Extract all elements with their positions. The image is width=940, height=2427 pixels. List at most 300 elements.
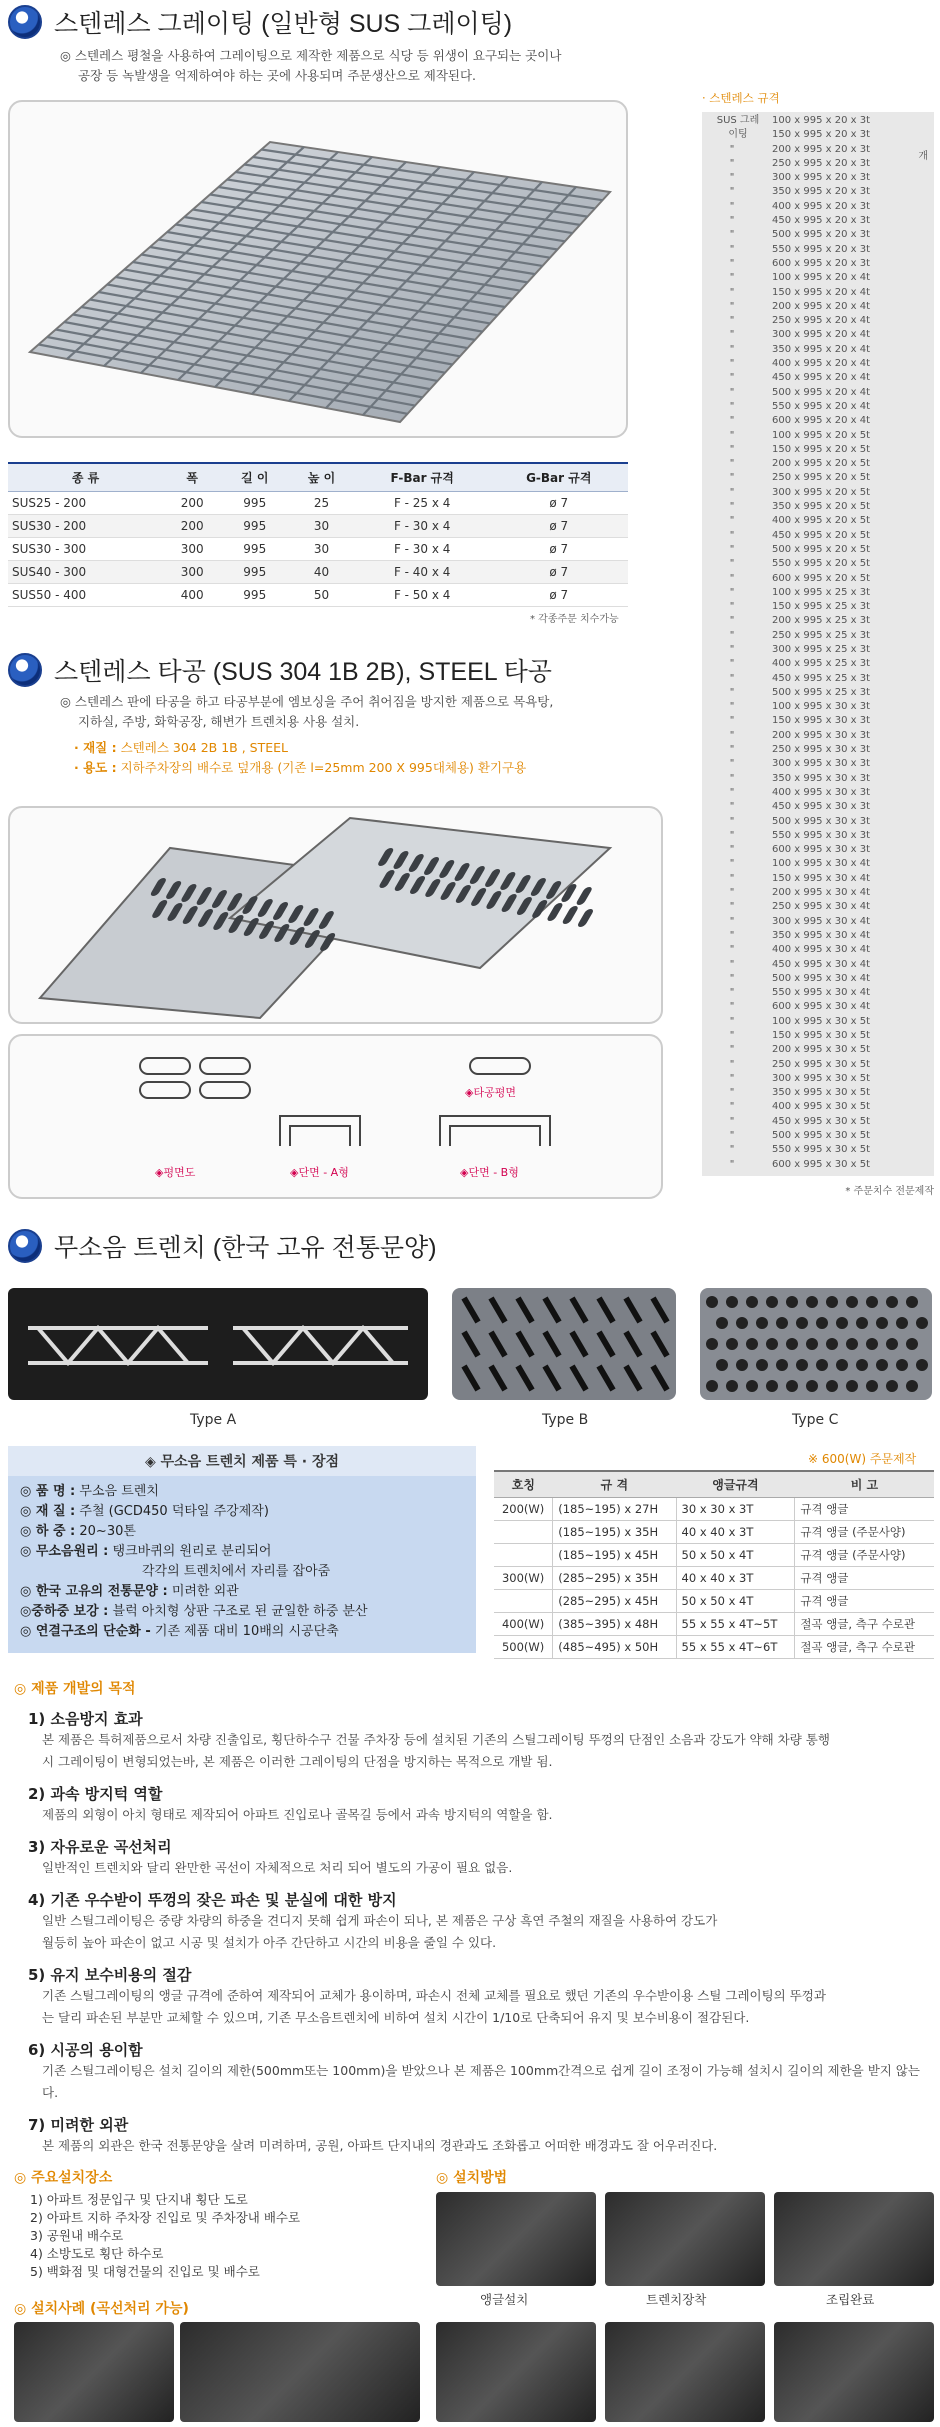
size-value: 550 x 995 x 30 x 5t — [772, 1144, 871, 1156]
table-cell: (285~295) x 45H — [553, 1590, 676, 1613]
purpose-text: 기존 스틸그레이팅의 앵글 규격에 준하여 제작되어 교체가 용이하며, 파손시 전체 교체를 필요로 했던 기존의 우수받이용 스틸 그레이팅의 뚜껑과 — [42, 1988, 826, 2003]
ditto-mark: " — [729, 172, 735, 184]
table-cell: 30 — [288, 538, 355, 561]
size-value: 450 x 995 x 30 x 4t — [772, 958, 871, 970]
method-caption-3: 조립완료 — [826, 2292, 875, 2307]
blue-bullet-icon — [8, 5, 42, 39]
purpose-heading: 7) 미려한 외관 — [28, 2116, 129, 2134]
size-value: 100 x 995 x 25 x 3t — [772, 586, 871, 598]
size-value: 300 x 995 x 20 x 5t — [772, 486, 871, 498]
size-value: 300 x 995 x 30 x 5t — [772, 1072, 871, 1084]
list-item — [702, 872, 934, 886]
method-photo-6 — [774, 2322, 934, 2422]
table-cell: ø 7 — [490, 584, 628, 607]
size-value: 600 x 995 x 30 x 3t — [772, 844, 871, 856]
table-cell: ø 7 — [490, 561, 628, 584]
table-cell: F - 40 x 4 — [355, 561, 490, 584]
ditto-mark: " — [729, 829, 735, 841]
table-cell: SUS50 - 400 — [8, 584, 163, 607]
ditto-mark: " — [729, 429, 735, 441]
list-item — [702, 972, 934, 986]
ditto-mark: " — [729, 1058, 735, 1070]
list-item — [702, 714, 934, 728]
ditto-mark: " — [729, 443, 735, 455]
ditto-mark: " — [729, 472, 735, 484]
size-value: 100 x 995 x 20 x 3t — [772, 115, 871, 126]
ditto-mark: " — [729, 643, 735, 655]
ditto-mark: " — [729, 501, 735, 513]
size-value: 450 x 995 x 30 x 5t — [772, 1115, 871, 1127]
list-item — [702, 157, 934, 171]
list-item — [702, 414, 934, 428]
size-value: 600 x 995 x 20 x 4t — [772, 415, 871, 427]
trench-spec-table — [494, 1470, 934, 1659]
ditto-mark: " — [729, 1115, 735, 1127]
table-cell: ø 7 — [490, 492, 628, 515]
list-item — [702, 915, 934, 929]
size-value: 300 x 995 x 20 x 3t — [772, 172, 871, 184]
ditto-mark: " — [729, 186, 735, 198]
size-value: 250 x 995 x 20 x 5t — [772, 472, 871, 484]
table-cell: 400(W) — [494, 1613, 553, 1636]
table-row — [8, 538, 628, 561]
size-value: 400 x 995 x 20 x 5t — [772, 515, 871, 527]
size-value: 550 x 995 x 20 x 5t — [772, 558, 871, 570]
feature-label: ◎ 무소음원리 : — [20, 1544, 109, 1559]
size-value: 600 x 995 x 30 x 4t — [772, 1001, 871, 1013]
list-item — [702, 185, 934, 199]
table-cell: 25 — [288, 492, 355, 515]
ditto-mark: " — [729, 343, 735, 355]
list-item — [702, 400, 934, 414]
feature-value: 주철 (GCD450 덕타일 주강제작) — [79, 1504, 269, 1519]
ditto-mark: " — [729, 1015, 735, 1027]
table-cell: 200(W) — [494, 1498, 553, 1521]
size-value: 100 x 995 x 30 x 4t — [772, 858, 871, 870]
method-photo-4 — [436, 2322, 596, 2422]
purpose-heading: 6) 시공의 용이함 — [28, 2041, 143, 2059]
size-value: 300 x 995 x 25 x 3t — [772, 643, 871, 655]
example-title: ◎ 설치사례 (곡선처리 가능) — [14, 2301, 189, 2317]
ditto-mark: " — [729, 858, 735, 870]
table-cell: ø 7 — [490, 515, 628, 538]
feature-label: ◎ 재 질 : — [20, 1504, 76, 1519]
size-value: 500 x 995 x 25 x 3t — [772, 686, 871, 698]
size-value: 200 x 995 x 20 x 3t — [772, 143, 871, 155]
size-value: 400 x 995 x 30 x 5t — [772, 1101, 871, 1113]
list-item — [702, 1015, 934, 1029]
purpose-heading: 1) 소음방지 효과 — [28, 1710, 143, 1728]
feature-item — [20, 1562, 464, 1582]
list-item — [702, 843, 934, 857]
method-photo-5 — [605, 2322, 765, 2422]
table-cell: 55 x 55 x 4T~6T — [676, 1636, 795, 1659]
table-cell: 995 — [221, 561, 288, 584]
feature-value: 미려한 외관 — [171, 1584, 239, 1599]
section2-desc — [60, 692, 553, 778]
feature-item — [20, 1582, 464, 1602]
ditto-mark: " — [729, 1072, 735, 1084]
spec-header: 폭 — [163, 463, 221, 492]
size-value: 450 x 995 x 20 x 4t — [772, 372, 871, 384]
table-cell: (485~495) x 50H — [553, 1636, 676, 1659]
size-value: 200 x 995 x 20 x 4t — [772, 300, 871, 312]
table-cell: 30 x 30 x 3T — [676, 1498, 795, 1521]
type-c-photo — [700, 1288, 932, 1400]
size-value: 450 x 995 x 20 x 3t — [772, 215, 871, 227]
purpose-text: 시 그레이팅이 변형되었는바, 본 제품은 이러한 그레이팅의 단점을 방지하는 목적으로 개발 됨. — [42, 1754, 553, 1769]
feature-item — [20, 1602, 464, 1622]
list-item — [702, 357, 934, 371]
spec-header: 호칭 — [494, 1471, 553, 1498]
size-value: 350 x 995 x 20 x 3t — [772, 186, 871, 198]
ditto-mark: " — [729, 615, 735, 627]
table-cell: 300 — [163, 561, 221, 584]
type-a-label: Type A — [190, 1412, 237, 1428]
table-cell: 55 x 55 x 4T~5T — [676, 1613, 795, 1636]
ditto-mark: " — [729, 543, 735, 555]
ditto-mark: " — [729, 1130, 735, 1142]
list-item — [702, 371, 934, 385]
table-cell: (385~395) x 48H — [553, 1613, 676, 1636]
table-cell: 규격 앵글 — [795, 1498, 934, 1521]
spec-header: F-Bar 규격 — [355, 463, 490, 492]
list-item — [702, 257, 934, 271]
type-a-photo — [8, 1288, 428, 1400]
size-value: 350 x 995 x 30 x 5t — [772, 1087, 871, 1099]
size-value: 550 x 995 x 20 x 3t — [772, 243, 871, 255]
list-item: 4) 소방도로 횡단 하수로 — [30, 2246, 164, 2261]
size-value: 300 x 995 x 20 x 4t — [772, 329, 871, 341]
size-value: 350 x 995 x 30 x 4t — [772, 929, 871, 941]
list-item — [702, 314, 934, 328]
side-spec-unit: 개 — [918, 151, 928, 162]
ditto-mark: " — [729, 300, 735, 312]
size-value: 150 x 995 x 30 x 4t — [772, 872, 871, 884]
table-cell: SUS30 - 300 — [8, 538, 163, 561]
table-cell: (185~195) x 45H — [553, 1544, 676, 1567]
list-item — [702, 900, 934, 914]
purpose-heading: 5) 유지 보수비용의 절감 — [28, 1966, 192, 1984]
table-row — [494, 1521, 934, 1544]
list-item — [702, 1029, 934, 1043]
ditto-mark: " — [729, 200, 735, 212]
section1-title — [8, 4, 512, 40]
caption-section-b: ◈단면 - B형 — [460, 1166, 519, 1179]
caption-top-plan: ◈타공평면 — [465, 1086, 516, 1099]
feature-label: ◎중하중 보강 : — [20, 1604, 109, 1619]
size-value: 300 x 995 x 30 x 3t — [772, 758, 871, 770]
list-item — [702, 1100, 934, 1114]
features-box — [8, 1446, 476, 1653]
list-item — [702, 1000, 934, 1014]
list-item — [702, 386, 934, 400]
table-row — [494, 1498, 934, 1521]
feature-value: 무소음 트렌치 — [79, 1484, 159, 1499]
size-value: 450 x 995 x 25 x 3t — [772, 672, 871, 684]
ditto-mark: " — [729, 929, 735, 941]
purpose-text: 월등히 높아 파손이 없고 시공 및 설치가 아주 간단하고 시간의 비용을 줄일 수 있다. — [42, 1935, 497, 1950]
size-value: 400 x 995 x 20 x 3t — [772, 200, 871, 212]
list-item — [702, 629, 934, 643]
purpose-text: 일반 스틸그레이팅은 중량 차량의 하중을 견디지 못해 쉽게 파손이 되나, 본 제품은 구상 흑연 주철의 재질을 사용하여 강도가 — [42, 1913, 718, 1928]
size-value: 250 x 995 x 25 x 3t — [772, 629, 871, 641]
list-item — [702, 1158, 934, 1172]
use-line — [60, 758, 553, 778]
table-cell: 300(W) — [494, 1567, 553, 1590]
table-cell: 995 — [221, 538, 288, 561]
ditto-mark: " — [729, 572, 735, 584]
ditto-mark: " — [729, 729, 735, 741]
size-value: 500 x 995 x 30 x 4t — [772, 972, 871, 984]
table-cell: 절곡 앵글, 측구 수로관 — [795, 1636, 934, 1659]
table-cell — [494, 1590, 553, 1613]
table-cell: SUS25 - 200 — [8, 492, 163, 515]
grating-photo — [8, 100, 628, 438]
table-cell: (185~195) x 27H — [553, 1498, 676, 1521]
purpose-title: ◎ 제품 개발의 목적 — [14, 1681, 136, 1697]
table-row — [8, 584, 628, 607]
size-value: 250 x 995 x 20 x 3t — [772, 157, 871, 169]
list-item: 5) 백화점 및 대형건물의 진입로 및 배수로 — [30, 2264, 260, 2279]
spec-header: 규 격 — [553, 1471, 676, 1498]
table3-note: ※ 600(W) 주문제작 — [808, 1452, 917, 1466]
ditto-mark: " — [729, 715, 735, 727]
list-item — [702, 829, 934, 843]
feature-label: ◎ 연결구조의 단순화 - — [20, 1624, 151, 1639]
list-item — [702, 772, 934, 786]
table-row — [494, 1613, 934, 1636]
side-spec-list — [702, 112, 934, 1176]
method-photo-1 — [436, 2192, 596, 2286]
feature-value: 각각의 트렌치에서 자리를 잡아줌 — [142, 1564, 331, 1579]
size-value: 100 x 995 x 20 x 5t — [772, 429, 871, 441]
material-value: 스텐레스 304 2B 1B , STEEL — [120, 740, 288, 755]
list-item — [702, 429, 934, 443]
places-title: ◎ 주요설치장소 — [14, 2170, 113, 2186]
spec-header: G-Bar 규격 — [490, 463, 628, 492]
ditto-mark: " — [729, 686, 735, 698]
list-item — [702, 443, 934, 457]
list-item — [702, 200, 934, 214]
list-item — [702, 800, 934, 814]
ditto-mark: " — [729, 987, 735, 999]
table-cell: (185~195) x 35H — [553, 1521, 676, 1544]
table-cell: 40 — [288, 561, 355, 584]
table-cell: F - 50 x 4 — [355, 584, 490, 607]
size-value: 550 x 995 x 30 x 4t — [772, 987, 871, 999]
section1-desc-line2: 공장 등 녹발생을 억제하여야 하는 곳에 사용되며 주문생산으로 제작된다. — [78, 68, 477, 83]
ditto-mark: " — [729, 257, 735, 269]
purpose-heading: 4) 기존 우수받이 뚜껑의 잦은 파손 및 분실에 대한 방지 — [28, 1891, 397, 1909]
ditto-mark: " — [729, 415, 735, 427]
ditto-mark: " — [729, 629, 735, 641]
ditto-mark: " — [729, 1144, 735, 1156]
method-photo-2 — [605, 2192, 765, 2286]
purpose-text: 기존 스틸그레이팅은 설치 길이의 제한(500mm또는 100mm)을 받았으나 본 제품은 100mm간격으로 쉽게 길이 조정이 가능해 설치시 길이의 제한을 받지 않는다. — [42, 2063, 920, 2100]
size-value: 100 x 995 x 30 x 5t — [772, 1015, 871, 1027]
size-value: 150 x 995 x 25 x 3t — [772, 601, 871, 613]
table-cell: (285~295) x 35H — [553, 1567, 676, 1590]
table-cell: 400 — [163, 584, 221, 607]
list-item — [702, 486, 934, 500]
list-item — [702, 543, 934, 557]
ditto-mark: " — [729, 243, 735, 255]
ditto-mark: " — [729, 358, 735, 370]
table-row — [494, 1567, 934, 1590]
size-value: 500 x 995 x 20 x 4t — [772, 386, 871, 398]
method-caption-2: 트렌치장착 — [646, 2292, 707, 2307]
feature-value: 탱크바퀴의 원리로 분리되어 — [112, 1544, 272, 1559]
list-item — [702, 757, 934, 771]
ditto-mark: " — [729, 272, 735, 284]
ditto-mark: " — [729, 915, 735, 927]
list-item — [702, 557, 934, 571]
feature-item — [20, 1482, 464, 1502]
table-cell: 규격 앵글 — [795, 1567, 934, 1590]
table-cell: 300 — [163, 538, 221, 561]
ditto-mark: " — [729, 586, 735, 598]
list-item — [702, 243, 934, 257]
feature-label: ◎ 한국 고유의 전통문양 : — [20, 1584, 168, 1599]
ditto-mark: " — [729, 672, 735, 684]
perforated-drawing — [8, 1034, 663, 1199]
spec-header: 앵글규격 — [676, 1471, 795, 1498]
ditto-mark: " — [729, 315, 735, 327]
table-cell: 200 — [163, 492, 221, 515]
table-cell: 규격 앵글 (주문사양) — [795, 1544, 934, 1567]
spec-header: 길 이 — [221, 463, 288, 492]
example-photo-1 — [14, 2322, 174, 2422]
method-title: ◎ 설치방법 — [436, 2170, 508, 2186]
size-value: 550 x 995 x 20 x 4t — [772, 400, 871, 412]
purpose-text: 제품의 외형이 아치 형태로 제작되어 아파트 진입로나 골목길 등에서 과속 방지턱의 역할을 함. — [42, 1807, 553, 1822]
size-value: 500 x 995 x 20 x 3t — [772, 229, 871, 241]
list-item — [702, 786, 934, 800]
ditto-mark: " — [729, 486, 735, 498]
ditto-mark: " — [729, 872, 735, 884]
size-value: 600 x 995 x 20 x 5t — [772, 572, 871, 584]
purpose-heading: 3) 자유로운 곡선처리 — [28, 1838, 172, 1856]
type-c-graphic — [700, 1288, 932, 1400]
size-value: 400 x 995 x 25 x 3t — [772, 658, 871, 670]
table-cell: 규격 앵글 (주문사양) — [795, 1521, 934, 1544]
type-b-label: Type B — [542, 1412, 589, 1428]
table-row — [494, 1636, 934, 1659]
side-spec-label: SUS 그레이팅 — [716, 115, 760, 140]
list-item — [702, 1086, 934, 1100]
list-item — [702, 343, 934, 357]
section2-desc-line2: 지하실, 주방, 화학공장, 해변가 트렌치용 사용 설치. — [78, 714, 360, 729]
section1-note: * 각종주문 치수가능 — [530, 614, 619, 625]
table-cell: 50 x 50 x 4T — [676, 1590, 795, 1613]
list-item — [702, 958, 934, 972]
ditto-mark: " — [729, 786, 735, 798]
type-b-graphic — [452, 1288, 676, 1400]
ditto-mark: " — [729, 801, 735, 813]
list-item: 3) 공원내 배수로 — [30, 2228, 124, 2243]
size-value: 150 x 995 x 20 x 3t — [772, 129, 871, 141]
side-spec-note: * 주문치수 전문제작 — [845, 1185, 934, 1197]
type-a-graphic — [8, 1288, 428, 1400]
use-label: · 용도 : — [74, 760, 117, 775]
size-value: 400 x 995 x 30 x 3t — [772, 786, 871, 798]
purpose-text: 본 제품은 특허제품으로서 차량 진출입로, 횡단하수구 건물 주차장 등에 설치된 기존의 스틸그레이팅 뚜껑의 단점인 소음과 강도가 약해 차량 통행 — [42, 1732, 830, 1747]
size-value: 400 x 995 x 30 x 4t — [772, 944, 871, 956]
list-item: 1) 아파트 정문입구 및 단지내 횡단 도로 — [30, 2192, 248, 2207]
list-item — [702, 729, 934, 743]
feature-item — [20, 1622, 464, 1642]
table-row — [8, 515, 628, 538]
ditto-mark: " — [729, 758, 735, 770]
section3-title — [8, 1228, 437, 1264]
ditto-mark: " — [729, 229, 735, 241]
ditto-mark: " — [729, 1101, 735, 1113]
table-row — [8, 561, 628, 584]
table-cell: 50 — [288, 584, 355, 607]
ditto-mark: " — [729, 529, 735, 541]
feature-item — [20, 1542, 464, 1562]
list-item: 2) 아파트 지하 주차장 진입로 및 주차장내 배수로 — [30, 2210, 301, 2225]
section2-desc-line1: ◎ 스텐레스 판에 타공을 하고 타공부분에 엠보싱을 주어 취어짐을 방지한 제품으로 목욕탕, — [60, 694, 554, 709]
list-item — [702, 586, 934, 600]
list-item — [702, 514, 934, 528]
purpose-heading: 2) 과속 방지턱 역할 — [28, 1785, 163, 1803]
list-item — [702, 1058, 934, 1072]
ditto-mark: " — [729, 143, 735, 155]
ditto-mark: " — [729, 815, 735, 827]
list-item — [702, 1129, 934, 1143]
size-value: 250 x 995 x 20 x 4t — [772, 315, 871, 327]
size-value: 200 x 995 x 30 x 3t — [772, 729, 871, 741]
ditto-mark: " — [729, 972, 735, 984]
list-item — [702, 457, 934, 471]
list-item — [702, 886, 934, 900]
section1-desc — [60, 46, 561, 86]
ditto-mark: " — [729, 772, 735, 784]
blue-bullet-icon — [8, 653, 42, 687]
ditto-mark: " — [729, 1030, 735, 1041]
list-item — [702, 743, 934, 757]
list-item — [702, 271, 934, 285]
table-cell — [494, 1521, 553, 1544]
size-value: 350 x 995 x 30 x 3t — [772, 772, 871, 784]
table-row — [8, 492, 628, 515]
side-spec-title: · 스텐레스 규격 — [702, 91, 780, 105]
size-value: 250 x 995 x 30 x 3t — [772, 744, 871, 756]
list-item — [702, 672, 934, 686]
list-item — [702, 529, 934, 543]
size-value: 500 x 995 x 30 x 3t — [772, 815, 871, 827]
grating-spec-table — [8, 462, 628, 607]
material-label: · 재질 : — [74, 740, 117, 755]
ditto-mark: " — [729, 515, 735, 527]
purpose-text: 일반적인 트렌치와 달리 완만한 곡선이 자체적으로 처리 되어 별도의 가공이 필요 없음. — [42, 1860, 513, 1875]
method-caption-1: 앵글설치 — [480, 2292, 529, 2307]
table-cell: 995 — [221, 584, 288, 607]
section1-desc-line1: ◎ 스텐레스 평철을 사용하여 그레이팅으로 제작한 제품으로 식당 등 위생이 요구되는 곳이나 — [60, 48, 562, 63]
ditto-mark: " — [729, 744, 735, 756]
list-item — [702, 600, 934, 614]
size-value: 350 x 995 x 20 x 5t — [772, 501, 871, 513]
table-cell: SUS40 - 300 — [8, 561, 163, 584]
ditto-mark: " — [729, 372, 735, 384]
size-value: 450 x 995 x 30 x 3t — [772, 801, 871, 813]
ditto-mark: " — [729, 157, 735, 169]
ditto-mark: " — [729, 887, 735, 899]
list-item — [702, 572, 934, 586]
ditto-mark: " — [729, 1044, 735, 1056]
